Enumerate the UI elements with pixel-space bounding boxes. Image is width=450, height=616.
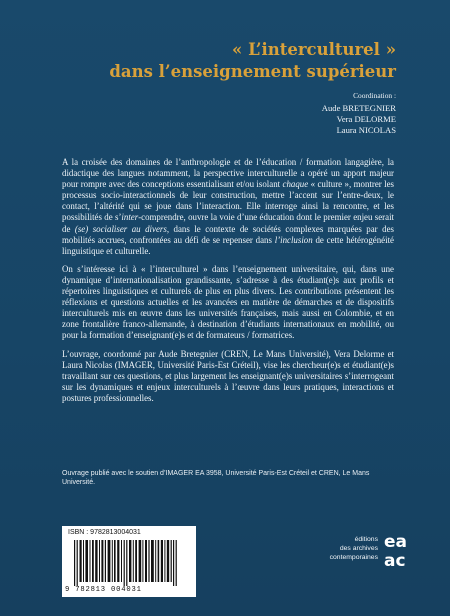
blurb-text bbox=[62, 157, 394, 411]
logo-bottom-text: ac bbox=[384, 551, 406, 570]
blurb-paragraph-2: On s’intéresse ici à « l’interculturel » dans l’enseignement universitaire, qui, dans une dynamique d’internationalisation grandissante, s’adresse à des étudiant(e)s aux profils et répertoires linguistiques et culturels de plus en plus divers. Les contributions présentent les réflexions et questions actuelles et les avancées en matière de démarches et de dispositifs interculturels mis en œuvre dans les universités françaises, mais aussi en Colombie, et en zone frontalière franco-allemande, à destination d’étudiants internationaux en mobilité, ou pour la formation d’enseignant(e)s et de formateurs / formatrices. bbox=[62, 263, 394, 341]
barcode-icon bbox=[68, 540, 190, 586]
coordinator-name: Aude BRETEGNIER bbox=[321, 103, 396, 113]
coordinator-name: Laura NICOLAS bbox=[336, 125, 396, 135]
coordination-block bbox=[176, 90, 396, 136]
blurb-paragraph-3: L’ouvrage, coordonné par Aude Bretegnier (CREN, Le Mans Université), Vera Delorme et Laura Nicolas (IMAGER, Université Paris-Est Créteil), vise les chercheur(e)s et étudiant(e)s travaillant sur ces questions, et plus largement les enseignant(e)s universitaires s’interrogeant sur les dynamiques et enjeux interculturels à l’œuvre dans leurs pratiques, interactions et postures professionnelles. bbox=[62, 348, 394, 403]
coordination-label: Coordination : bbox=[353, 91, 396, 100]
blurb-paragraph-1: A la croisée des domaines de l’anthropologie et de l’éducation / formation langagière, la didactique des langues notamment, la perspective interculturelle a opéré un apport majeur pour rompre avec des conceptions essentialisant et/ou isolant chaque « culture », montrer les processus socio-interactionnels de leur construction, mettre l’accent sur l’entre-deux, le contact, l’altérité qui se joue dans l’interaction. Elle interroge ainsi la rencontre, et les possibilités de s’inter-comprendre, ouvre la voie d’une éducation dont le premier enjeu serait de (se) socialiser au divers, dans le contexte de sociétés complexes marquées par des mobilités accrues, confrontées au défi de se repenser dans l’inclusion de cette hétérogénéité linguistique et culturelle. bbox=[62, 157, 394, 256]
coordinator-name: Vera DELORME bbox=[336, 114, 396, 124]
book-title bbox=[36, 39, 396, 83]
title-line-1: « L’interculturel » bbox=[232, 40, 396, 59]
barcode-box bbox=[62, 526, 196, 597]
barcode-digits: 9 782813 004031 bbox=[65, 586, 142, 594]
isbn-label: ISBN : 9782813004031 bbox=[68, 529, 141, 536]
support-note: Ouvrage publié avec le soutien d’IMAGER EA 3958, Université Paris-Est Créteil et CREN, Le Mans Université. bbox=[62, 470, 370, 487]
title-line-2: dans l’enseignement supérieur bbox=[109, 62, 396, 81]
publisher-name: éditions des archives contemporaines bbox=[329, 536, 378, 561]
logo-top-text: ea bbox=[384, 532, 408, 552]
publisher-logo-icon bbox=[382, 530, 422, 570]
